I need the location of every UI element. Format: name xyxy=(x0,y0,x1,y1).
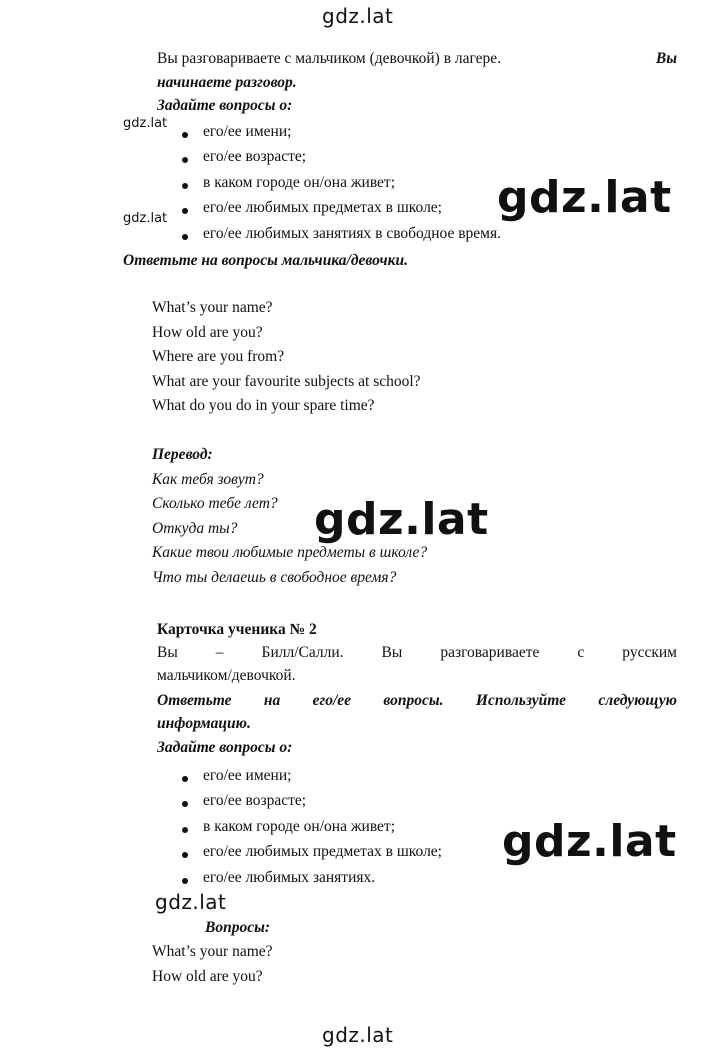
card2-bullet-item: его/ее возрасте; xyxy=(203,792,307,809)
watermark-mid: gdz.lat xyxy=(155,890,227,914)
card1-bullet-item: его/ее любимых занятиях в свободное время. xyxy=(203,225,501,242)
card1-bullet-item: его/ее любимых предметах в школе; xyxy=(203,199,442,216)
bullet-dot xyxy=(182,183,188,189)
translation-line: Какие твои любимые предметы в школе? xyxy=(152,544,428,561)
card2-instr-line2: информацию. xyxy=(157,715,251,732)
question-en: How old are you? xyxy=(152,324,263,341)
watermark-top: gdz.lat xyxy=(322,4,394,28)
card1-intro-line1 xyxy=(157,49,677,69)
card1-bullet-item: его/ее имени; xyxy=(203,123,292,140)
card2-bullet-item: его/ее любимых предметах в школе; xyxy=(203,843,442,860)
bullet-dot xyxy=(182,801,188,807)
watermark-large-2: gdz.lat xyxy=(314,494,489,545)
bullet-dot xyxy=(182,157,188,163)
card2-bullet-item: в каком городе он/она живет; xyxy=(203,818,396,835)
card2-question: How old are you? xyxy=(152,968,263,985)
bullet-dot xyxy=(182,132,188,138)
card1-intro-plain: Вы разговариваете с мальчиком (девочкой) в лагере. xyxy=(157,50,502,67)
bullet-dot xyxy=(182,776,188,782)
translation-line: Сколько тебе лет? xyxy=(152,495,278,512)
card2-bullet-item: его/ее любимых занятиях. xyxy=(203,869,376,886)
translation-line: Что ты делаешь в свободное время? xyxy=(152,569,397,586)
card2-ask-heading: Задайте вопросы о: xyxy=(157,739,293,756)
question-en: What’s your name? xyxy=(152,299,273,316)
card2-title: Карточка ученика № 2 xyxy=(157,621,317,638)
card2-bullet-item: его/ее имени; xyxy=(203,767,292,784)
card1-ask-heading: Задайте вопросы о: xyxy=(157,97,293,114)
bullet-dot xyxy=(182,234,188,240)
translation-line: Откуда ты? xyxy=(152,520,238,537)
translation-heading: Перевод: xyxy=(152,446,213,463)
question-en: What do you do in your spare time? xyxy=(152,397,375,414)
watermark-large-3: gdz.lat xyxy=(502,816,677,867)
card2-questions-heading: Вопросы: xyxy=(205,919,271,936)
card1-answer-heading: Ответьте на вопросы мальчика/девочки. xyxy=(123,252,408,269)
card1-bullet-item: его/ее возрасте; xyxy=(203,148,307,165)
question-en: What are your favourite subjects at school? xyxy=(152,373,421,390)
card2-question: What’s your name? xyxy=(152,943,273,960)
card1-bullet-item: в каком городе он/она живет; xyxy=(203,174,396,191)
translation-line: Как тебя зовут? xyxy=(152,471,264,488)
watermark-bottom: gdz.lat xyxy=(322,1023,394,1047)
watermark-small-2: gdz.lat xyxy=(123,211,168,226)
watermark-small-1: gdz.lat xyxy=(123,116,168,131)
watermark-large-1: gdz.lat xyxy=(497,172,672,223)
question-en: Where are you from? xyxy=(152,348,285,365)
bullet-dot xyxy=(182,852,188,858)
bullet-dot xyxy=(182,878,188,884)
card2-line2: мальчиком/девочкой. xyxy=(157,667,296,684)
bullet-dot xyxy=(182,827,188,833)
card2-instr-line1: Ответьте на его/ее вопросы. Используйте следующую xyxy=(157,692,677,709)
bullet-dot xyxy=(182,208,188,214)
card1-intro-bold-a: Вы xyxy=(655,50,677,67)
card1-intro-bold-b: начинаете разговор. xyxy=(157,74,297,91)
card2-line1: Вы – Билл/Салли. Вы разговариваете с русским xyxy=(157,644,677,661)
